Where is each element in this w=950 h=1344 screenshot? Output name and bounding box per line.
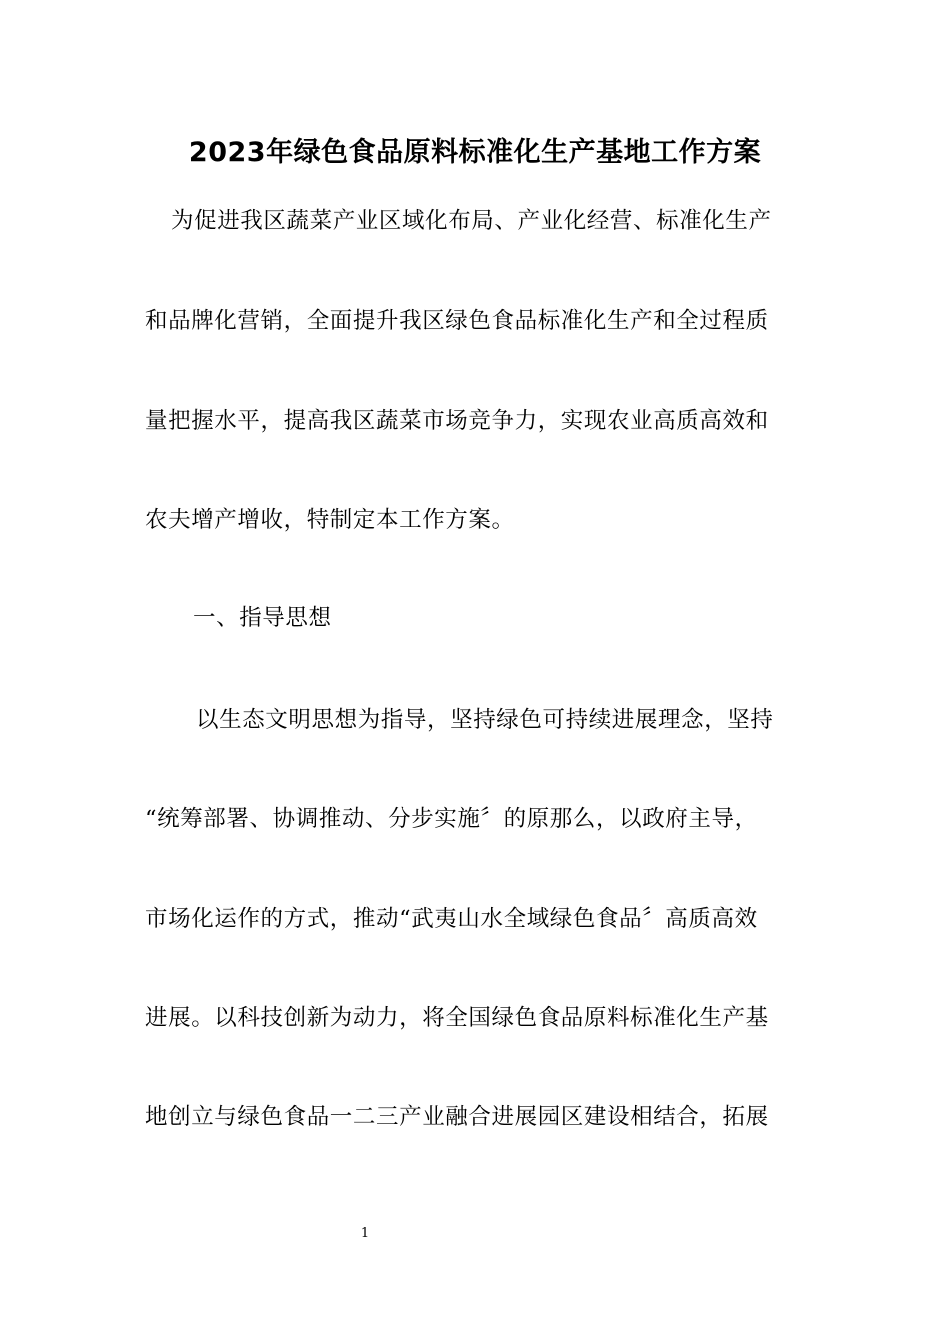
page-number: 1 [360, 1226, 370, 1241]
paragraph-line-9: 地创立与绿色食品一二三产业融合进展园区建设相结合，拓展 [145, 1104, 769, 1130]
paragraph-line-6: “统筹部署、协调推动、分步实施〞的原那么，以政府主导， [145, 806, 758, 832]
paragraph-line-5: 以生态文明思想为指导，坚持绿色可持续进展理念，坚持 [196, 707, 774, 733]
paragraph-line-4: 农夫增产增收，特制定本工作方案。 [145, 507, 515, 533]
paragraph-line-7: 市场化运作的方式，推动“武夷山水全域绿色食品〞高质高效 [145, 906, 758, 932]
paragraph-line-8: 进展。以科技创新为动力，将全国绿色食品原料标准化生产基 [145, 1005, 769, 1031]
document-title: 2023年绿色食品原料标准化生产基地工作方案 [188, 137, 762, 168]
paragraph-line-2: 和品牌化营销，全面提升我区绿色食品标准化生产和全过程质 [145, 308, 769, 334]
section-heading: 一、指导思想 [193, 605, 332, 631]
paragraph-line-1: 为促进我区蔬菜产业区域化布局、产业化经营、标准化生产 [171, 208, 772, 234]
paragraph-line-3: 量把握水平，提高我区蔬菜市场竞争力，实现农业高质高效和 [145, 408, 769, 434]
